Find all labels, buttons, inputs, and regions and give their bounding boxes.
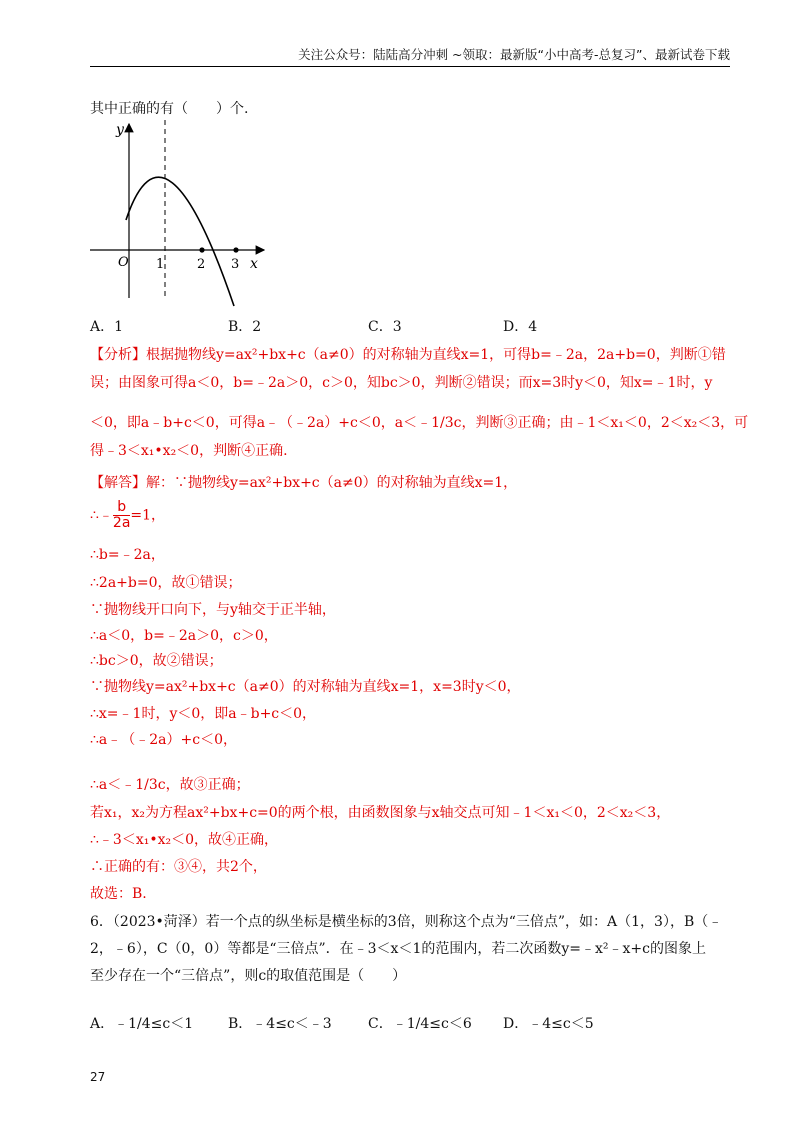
option-c: C．3 [368,319,402,335]
solution-line-12: 若x₁，x₂为方程ax²+bx+c=0的两个根，由函数图象与x轴交点可知﹣1＜x₁＜0，2＜x₂＜3， [90,805,671,821]
q6-option-a: A．﹣1/4≤c＜1 [90,1016,194,1032]
solution-line-2: ∴﹣ $\frac{b}{2a}$ =1， [90,499,166,531]
tick-3: 3 [231,257,240,272]
analysis-line-3: ＜0，即a﹣b+c＜0，可得a﹣（﹣2a）+c＜0，a＜﹣1/3c，判断③正确；由﹣1＜x₁＜0，2＜x₂＜3，可 [90,415,749,431]
solution-line-8: ∵抛物线y=ax²+bx+c（a≠0）的对称轴为直线x=1，x=3时y＜0， [90,679,521,695]
analysis-tag: 【分析】 [90,347,146,363]
q6-option-b: B．﹣4≤c＜﹣3 [228,1016,332,1032]
q6-line-1: 6．（2023•菏泽）若一个点的纵坐标是横坐标的3倍，则称这个点为“三倍点”，如：A（1，3），B（﹣ [90,914,723,930]
solution-line-15: 故选：B. [90,886,147,902]
q6-option-d: D．﹣4≤c＜5 [503,1016,594,1032]
solution-line-9: ∴x=﹣1时，y＜0，即a﹣b+c＜0， [90,706,317,722]
q6-option-c: C．﹣1/4≤c＜6 [368,1016,472,1032]
analysis-text-1: 根据抛物线y=ax²+bx+c（a≠0）的对称轴为直线x=1，可得b=﹣2a，2a+b=0，判断①错 [146,347,726,363]
solution-line-1 [90,474,517,492]
y-axis-label: y [116,122,124,138]
solution-line-14: ∴正确的有：③④，共2个， [90,859,267,875]
q6-line-2: 2，﹣6），C（0，0）等都是“三倍点”．在﹣3＜x＜1的范围内，若二次函数y=﹣x²﹣x+c的图象上 [90,941,706,957]
solution-line-13: ∴﹣3＜x₁•x₂＜0，故④正确， [90,832,278,848]
question-tail: 其中正确的有（ ）个. [90,101,249,117]
solution-line-4: ∴2a+b=0，故①错误； [90,575,242,591]
point-3 [233,247,238,252]
page-header [90,48,730,67]
option-d: D．4 [503,319,538,335]
parabola-graph [88,118,278,318]
x-axis-label: x [250,256,258,272]
solution-line-5: ∵抛物线开口向下，与y轴交于正半轴， [90,602,336,618]
analysis-line-2: 误；由图象可得a＜0，b=﹣2a＞0，c＞0，知bc＞0，判断②错误；而x=3时y＜0，知x=﹣1时，y [90,375,713,391]
solution-text-1: 解：∵抛物线y=ax²+bx+c（a≠0）的对称轴为直线x=1， [146,475,518,491]
solution-line-10: ∴a﹣（﹣2a）+c＜0， [90,732,237,748]
tick-2: 2 [197,257,206,272]
solution-tag: 【解答】 [90,475,146,491]
analysis-line-4: 得﹣3＜x₁•x₂＜0，判断④正确. [90,443,288,459]
solution-line-11: ∴a＜﹣1/3c，故③正确； [90,777,250,793]
page-number: 27 [90,1070,106,1084]
option-b: B．2 [228,319,262,335]
fraction-b-over-2a: $\frac{b}{2a}$ [112,499,131,531]
q6-line-3: 至少存在一个“三倍点”，则c的取值范围是（ ） [90,968,407,984]
tick-1: 1 [156,257,165,272]
root-point [199,247,204,252]
solution-line-3: ∴b=﹣2a， [90,547,165,563]
origin-label: O [118,255,129,270]
solution-line-7: ∴bc＞0，故②错误； [90,653,223,669]
solution-line-6: ∴a＜0，b=﹣2a＞0，c＞0， [90,628,278,644]
analysis-line-1 [90,346,726,364]
option-a: A．1 [90,319,124,335]
parabola-curve [126,177,234,306]
header-text: 关注公众号：陆陆高分冲刺 ~领取：最新版“小中高考-总复习”、最新试卷下载 [298,47,730,62]
